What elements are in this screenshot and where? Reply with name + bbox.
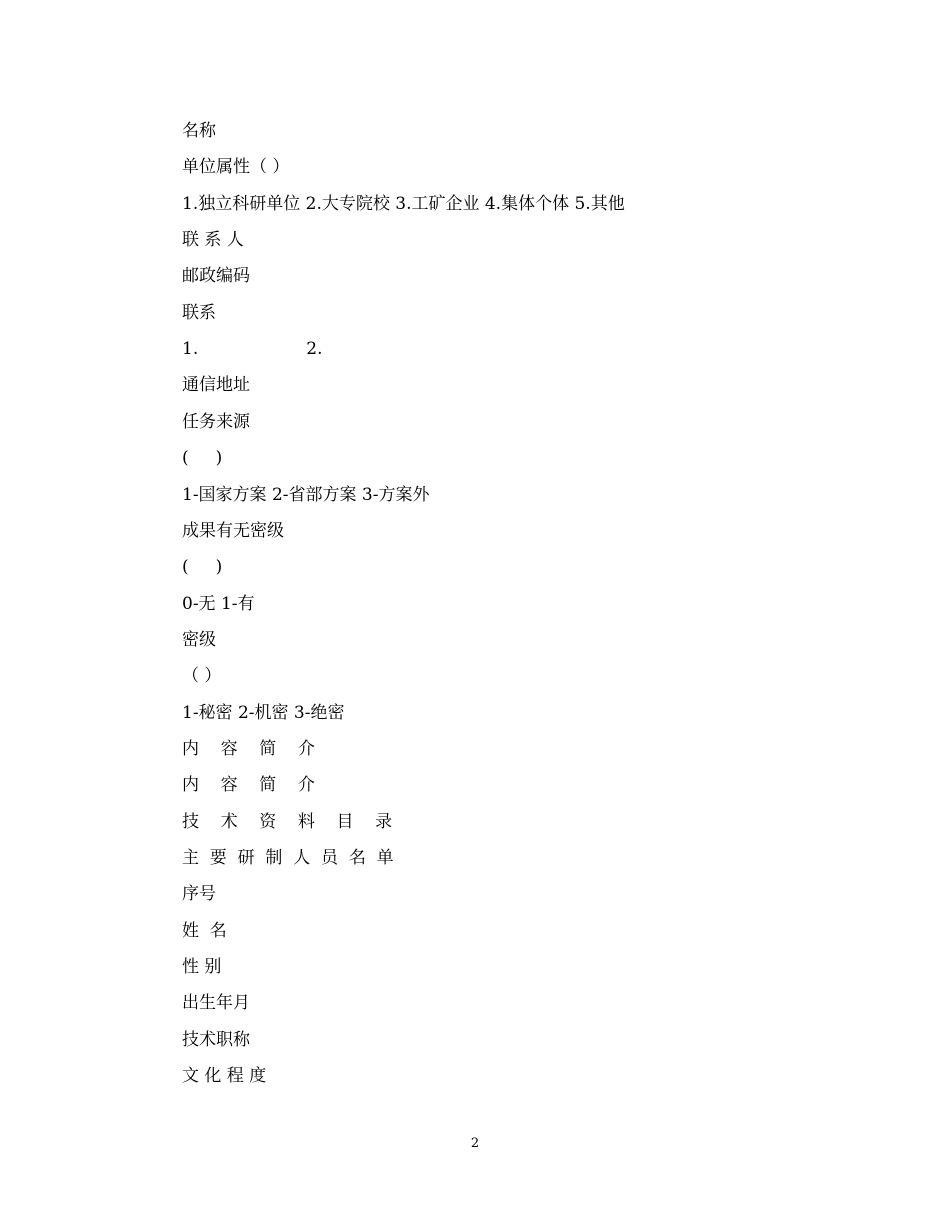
secrecy-question-options: 0-无 1-有 bbox=[182, 594, 255, 614]
technical-title-label: 技术职称 bbox=[182, 1030, 250, 1050]
page-number: 2 bbox=[470, 1136, 480, 1151]
contact-numbering: 1. 2. bbox=[182, 339, 323, 359]
postal-code-label: 邮政编码 bbox=[182, 266, 250, 286]
gender-label: 性 别 bbox=[182, 957, 222, 977]
serial-number-label: 序号 bbox=[182, 884, 216, 904]
secrecy-level-blank: （ ） bbox=[182, 666, 222, 686]
unit-attribute-label: 单位属性（ ） bbox=[182, 157, 290, 177]
secrecy-level-label: 密级 bbox=[182, 630, 216, 650]
task-source-options: 1-国家方案 2-省部方案 3-方案外 bbox=[182, 485, 430, 505]
mailing-address-label: 通信地址 bbox=[182, 375, 250, 395]
task-source-label: 任务来源 bbox=[182, 412, 250, 432]
secrecy-question-label: 成果有无密级 bbox=[182, 521, 284, 541]
technical-docs-heading: 技 术 资 料 目 录 bbox=[182, 812, 393, 832]
secrecy-level-options: 1-秘密 2-机密 3-绝密 bbox=[182, 703, 345, 723]
contact-label: 联系 bbox=[182, 303, 216, 323]
content-summary-heading-repeat: 内 容 简 介 bbox=[182, 775, 315, 795]
secrecy-question-blank: ( ) bbox=[182, 557, 223, 577]
task-source-blank: ( ) bbox=[182, 448, 223, 468]
content-summary-heading: 内 容 简 介 bbox=[182, 739, 315, 759]
unit-attribute-options: 1.独立科研单位 2.大专院校 3.工矿企业 4.集体个体 5.其他 bbox=[182, 194, 625, 214]
birth-date-label: 出生年月 bbox=[182, 993, 250, 1013]
education-level-label: 文 化 程 度 bbox=[182, 1066, 267, 1086]
main-staff-heading: 主 要 研 制 人 员 名 单 bbox=[182, 848, 394, 868]
name-label: 姓 名 bbox=[182, 921, 227, 941]
field-name-label: 名称 bbox=[182, 121, 216, 141]
contact-person-label: 联 系 人 bbox=[182, 230, 244, 250]
